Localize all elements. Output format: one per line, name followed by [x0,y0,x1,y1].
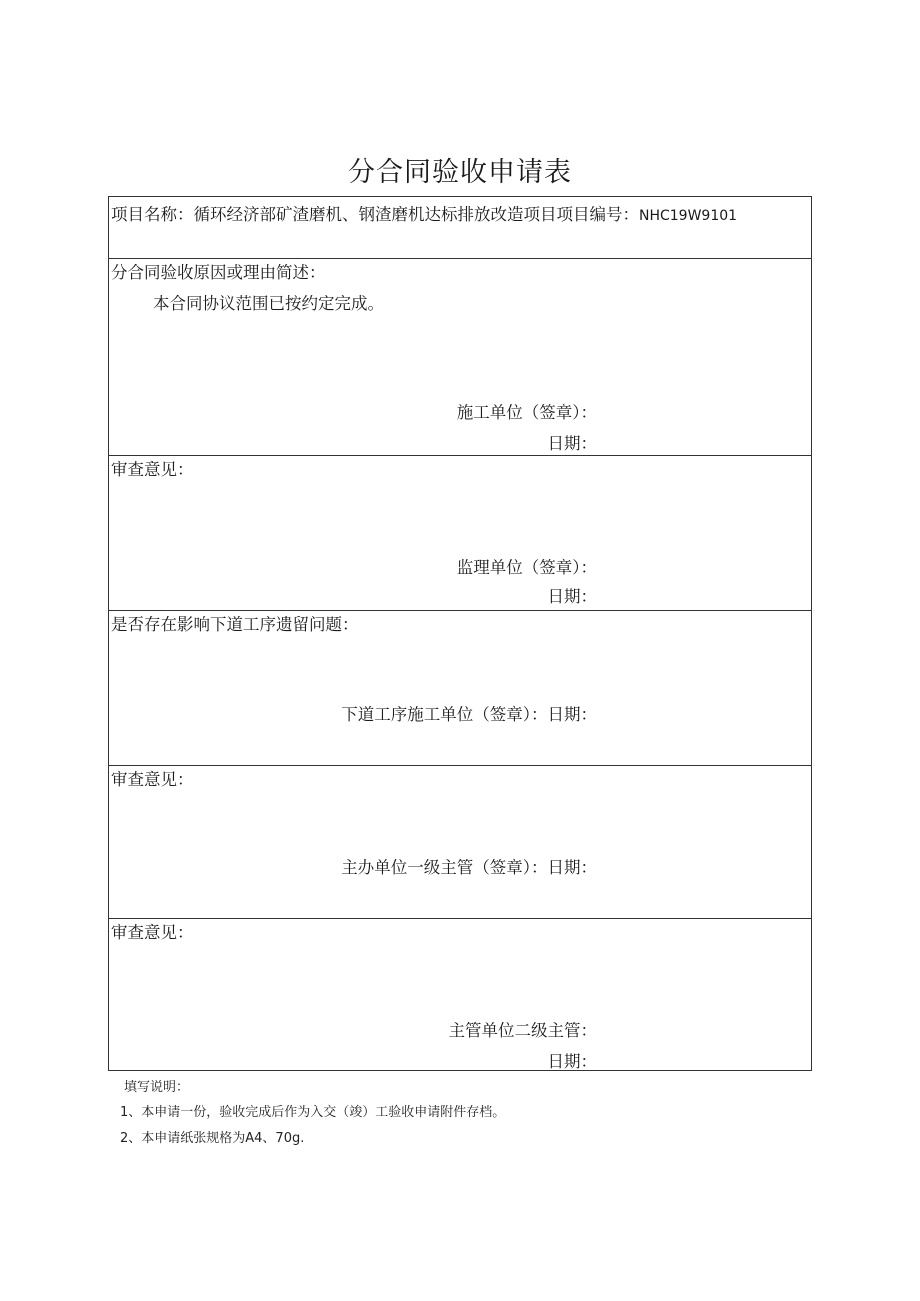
reason-label: 分合同验收原因或理由简述： [111,263,326,282]
project-row [109,197,811,259]
contractor-date: 日期： [547,434,597,453]
project-name: 循环经济部矿渣磨机、钢渣磨机达标排放改造项目 [193,205,557,224]
authority-date: 日期： [547,1052,597,1071]
note-item: 1、本申请一份，验收完成后作为入交（竣）工验收申请附件存档。 [120,1105,506,1120]
notes-heading: 填写说明： [124,1080,190,1095]
review-label: 审查意见： [111,460,194,479]
project-code-label: 项目编号： [556,205,639,224]
next-process-sign: 下道工序施工单位（签章）：日期： [341,705,597,724]
host-review-section [109,766,811,919]
review-label: 审查意见： [111,770,194,789]
authority-review-section [109,919,811,1070]
reason-content: 本合同协议范围已按约定完成。 [153,294,384,313]
issues-section [109,611,811,766]
page-title: 分合同验收申请表 [348,157,572,188]
supervision-review-section [109,456,811,611]
project-line [111,205,737,226]
host-manager-sign: 主办单位一级主管（签章）：日期： [341,858,597,877]
project-name-label: 项目名称： [111,205,194,224]
supervisor-date: 日期： [547,587,597,606]
issues-label: 是否存在影响下道工序遗留问题： [111,615,359,634]
project-code: NHC19W9101 [639,208,738,224]
note-item: 2、本申请纸张规格为A4、70g. [120,1131,305,1146]
review-label: 审查意见： [111,923,194,942]
supervisor-sign: 监理单位（签章）： [456,558,597,577]
reason-section [109,259,811,456]
application-form [108,196,812,1071]
authority-manager-sign: 主管单位二级主管： [448,1021,597,1040]
contractor-sign: 施工单位（签章）： [456,403,597,422]
